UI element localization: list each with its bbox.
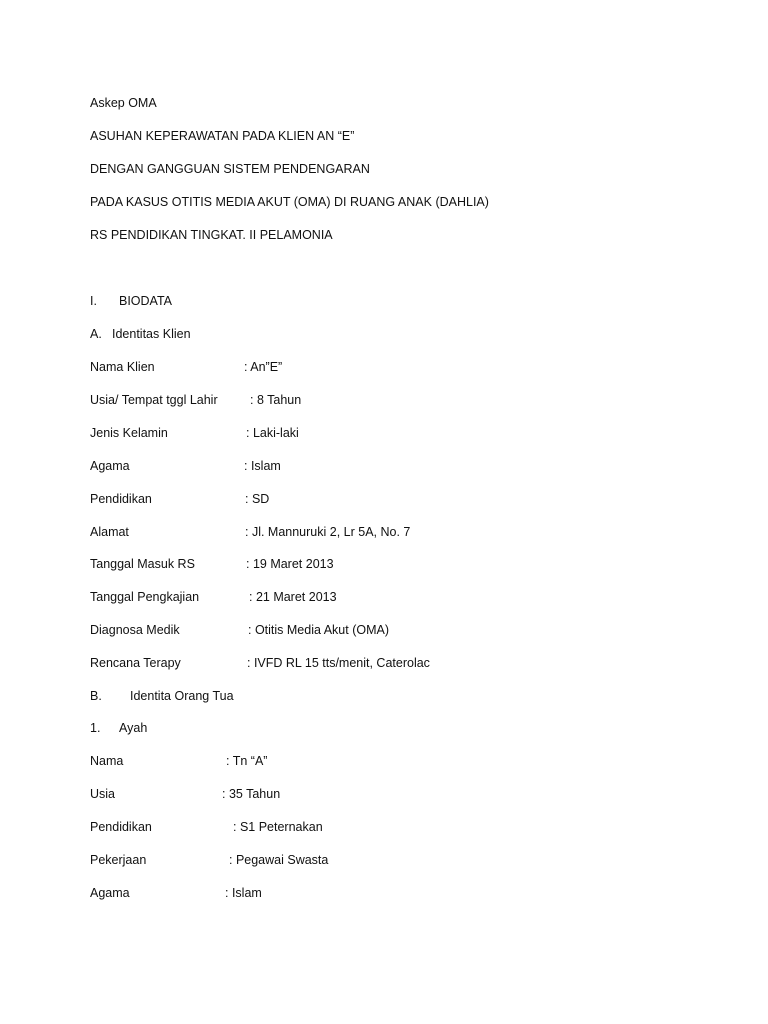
field-label-usia-ayah: Usia xyxy=(90,787,116,801)
field-label-usia: Usia/ Tempat tggl Lahir xyxy=(90,393,218,407)
section-biodata xyxy=(90,293,172,309)
field-label-agama-ayah: Agama xyxy=(90,886,130,900)
field-value-usia-ayah: : 35 Tahun xyxy=(222,787,281,801)
section-label: BIODATA xyxy=(119,294,173,308)
field-value-usia: : 8 Tahun xyxy=(250,393,302,407)
field-value-tanggal-pengkajian: : 21 Maret 2013 xyxy=(249,590,337,604)
field-label-tanggal-pengkajian: Tanggal Pengkajian xyxy=(90,590,200,604)
section-identitas-klien xyxy=(90,326,191,342)
subsection-number: 1. xyxy=(90,721,101,735)
field-label-pendidikan: Pendidikan xyxy=(90,492,152,506)
section-number: B. xyxy=(90,689,102,703)
field-value-nama-ayah: : Tn “A” xyxy=(226,754,268,768)
field-label-nama-ayah: Nama xyxy=(90,754,124,768)
field-value-pendidikan-ayah: : S1 Peternakan xyxy=(233,820,323,834)
doc-heading-2: DENGAN GANGGUAN SISTEM PENDENGARAN xyxy=(90,162,370,176)
field-label-agama: Agama xyxy=(90,459,130,473)
field-label-rencana-terapy: Rencana Terapy xyxy=(90,656,181,670)
field-value-tanggal-masuk: : 19 Maret 2013 xyxy=(246,557,334,571)
field-value-rencana-terapy: : IVFD RL 15 tts/menit, Caterolac xyxy=(247,656,430,670)
doc-title: Askep OMA xyxy=(90,96,157,110)
section-label: Identita Orang Tua xyxy=(130,689,234,703)
section-number: I. xyxy=(90,294,97,308)
field-value-agama-ayah: : Islam xyxy=(225,886,262,900)
doc-heading-3: PADA KASUS OTITIS MEDIA AKUT (OMA) DI RUANG ANAK (DAHLIA) xyxy=(90,195,489,209)
section-number: A. xyxy=(90,327,102,341)
field-value-pendidikan: : SD xyxy=(245,492,270,506)
field-label-pekerjaan-ayah: Pekerjaan xyxy=(90,853,147,867)
field-value-pekerjaan-ayah: : Pegawai Swasta xyxy=(229,853,329,867)
field-label-diagnosa: Diagnosa Medik xyxy=(90,623,180,637)
field-label-nama-klien: Nama Klien xyxy=(90,360,155,374)
subsection-ayah xyxy=(90,720,147,736)
field-label-pendidikan-ayah: Pendidikan xyxy=(90,820,152,834)
field-value-agama: : Islam xyxy=(244,459,281,473)
field-value-diagnosa: : Otitis Media Akut (OMA) xyxy=(248,623,390,637)
field-label-alamat: Alamat xyxy=(90,525,129,539)
section-label: Identitas Klien xyxy=(112,327,191,341)
doc-heading-1: ASUHAN KEPERAWATAN PADA KLIEN AN “E” xyxy=(90,129,355,143)
field-label-jenis-kelamin: Jenis Kelamin xyxy=(90,426,168,440)
field-value-alamat: : Jl. Mannuruki 2, Lr 5A, No. 7 xyxy=(245,525,411,539)
field-value-nama-klien: : An”E” xyxy=(244,360,283,374)
field-label-tanggal-masuk: Tanggal Masuk RS xyxy=(90,557,195,571)
section-identitas-orang-tua xyxy=(90,688,234,704)
doc-heading-4: RS PENDIDIKAN TINGKAT. II PELAMONIA xyxy=(90,228,333,242)
field-value-jenis-kelamin: : Laki-laki xyxy=(246,426,299,440)
subsection-label: Ayah xyxy=(119,721,148,735)
